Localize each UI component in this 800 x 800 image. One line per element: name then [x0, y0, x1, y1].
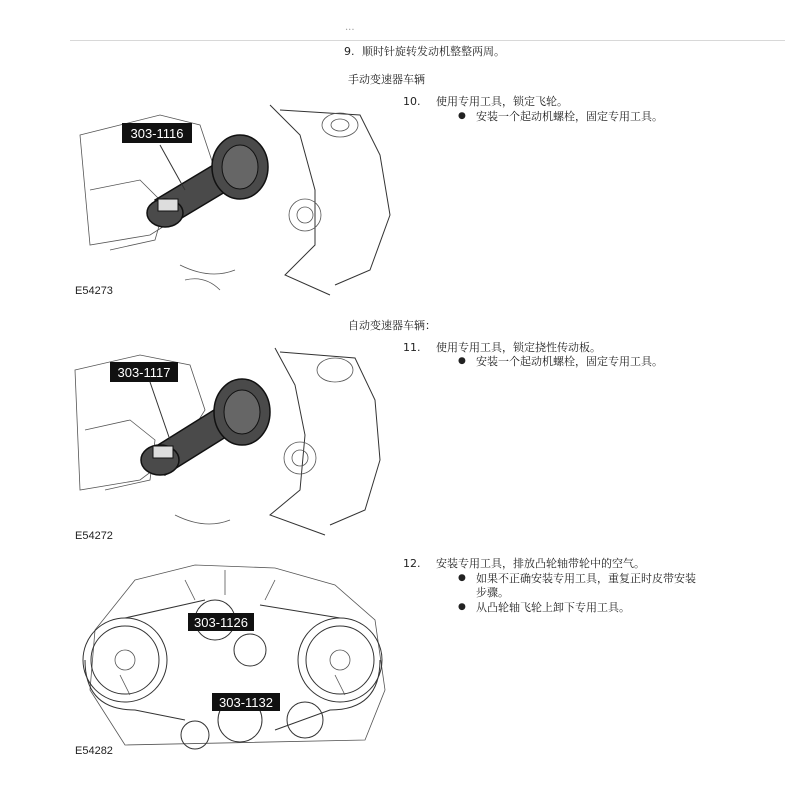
step-12-bullet-2: 从凸轮轴飞轮上卸下专用工具。: [476, 601, 630, 614]
figure-e54273: [70, 95, 400, 305]
step-12-bullet-1: 如果不正确安装专用工具，重复正时皮带安装: [476, 572, 696, 585]
tool-label-303-1117: 303-1117: [117, 365, 171, 380]
bullet-dot: ●: [458, 573, 466, 583]
section-manual-transmission: 手动变速器车辆: [348, 73, 425, 86]
section-automatic-transmission: 自动变速器车辆：: [348, 319, 436, 332]
figure-e54272: [70, 340, 390, 540]
step-12-text: 安装专用工具，排放凸轮轴带轮中的空气。: [436, 557, 645, 570]
tool-label-303-1116: 303-1116: [130, 126, 184, 141]
bullet-dot: ●: [458, 356, 466, 366]
figure-id-e54272: E54272: [75, 530, 113, 542]
bullet-dot: ●: [458, 602, 466, 612]
step-10-text: 使用专用工具，锁定飞轮。: [436, 95, 568, 108]
bullet-dot: ●: [458, 111, 466, 121]
step-10-number: 10.: [403, 95, 421, 108]
tool-label-303-1126: 303-1126: [194, 615, 248, 630]
step-11-text: 使用专用工具，锁定挠性传动板。: [436, 341, 601, 354]
figure-id-e54282: E54282: [75, 745, 113, 757]
header-fragment: ...: [345, 22, 355, 33]
top-rule: [70, 40, 785, 41]
step-9-text: 顺时针旋转发动机整整两周。: [362, 45, 505, 58]
step-12-number: 12.: [403, 557, 421, 570]
step-12-bullet-1-cont: 步骤。: [476, 586, 509, 599]
tool-label-303-1132: 303-1132: [219, 695, 273, 710]
step-11-bullet: 安装一个起动机螺栓，固定专用工具。: [476, 355, 663, 368]
step-10-bullet: 安装一个起动机螺栓，固定专用工具。: [476, 110, 663, 123]
step-11-number: 11.: [403, 341, 421, 354]
step-9-number: 9.: [344, 45, 355, 58]
figure-e54282: [75, 560, 395, 755]
figure-id-e54273: E54273: [75, 285, 113, 297]
